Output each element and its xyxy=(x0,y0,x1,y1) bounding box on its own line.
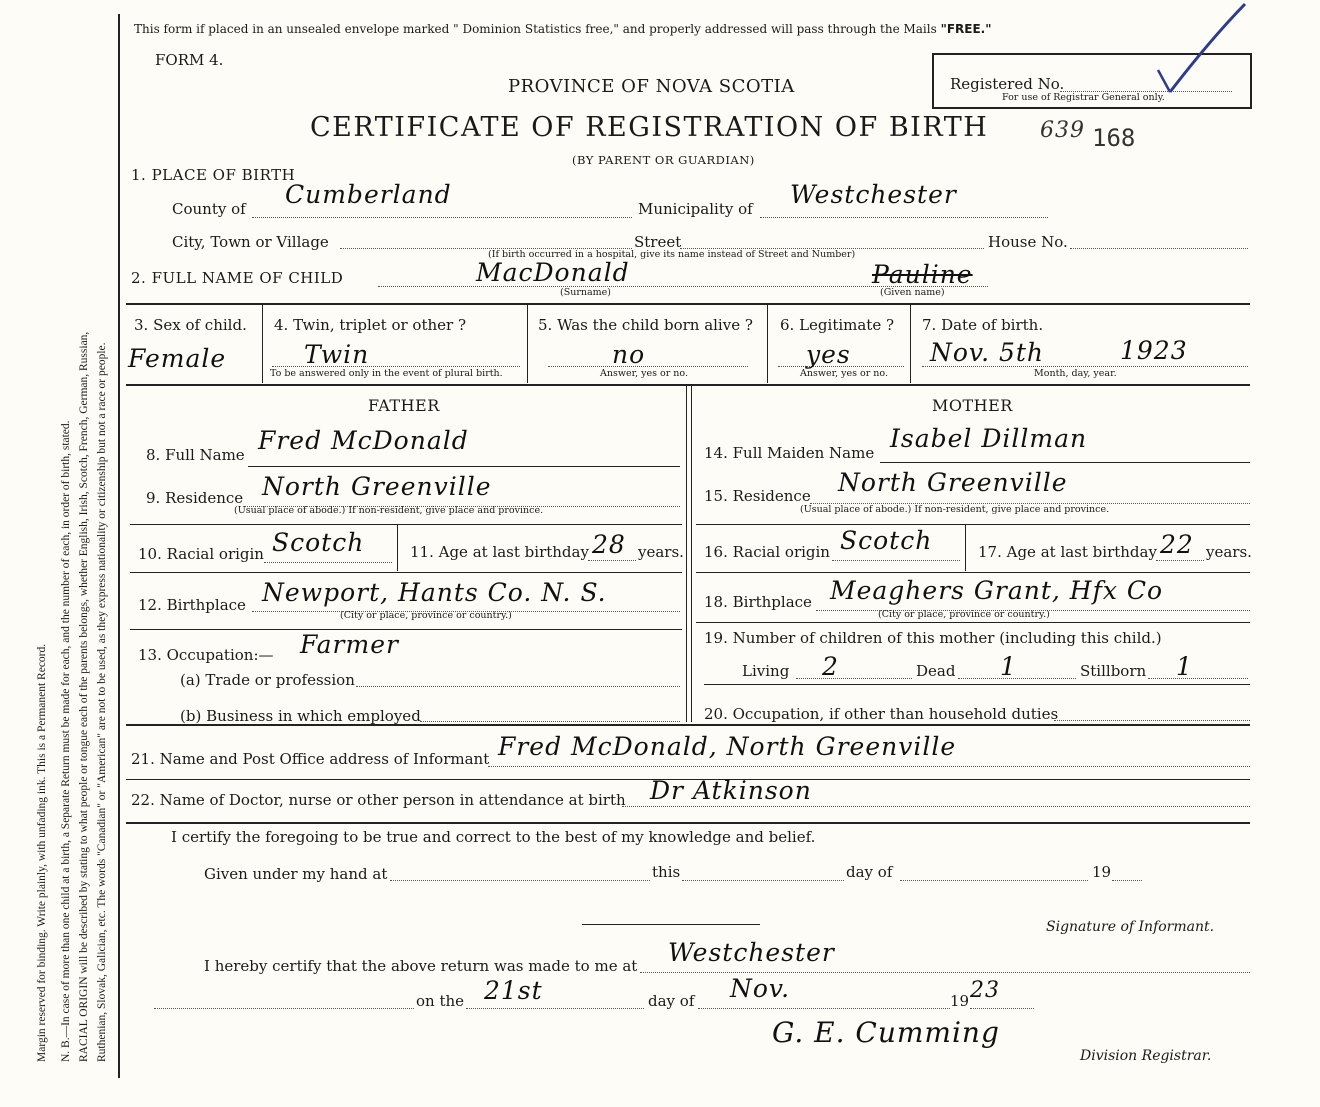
mother-heading: MOTHER xyxy=(932,396,1013,415)
date-of-birth-note: Month, day, year. xyxy=(1034,368,1117,379)
given-under-hand-label: Given under my hand at xyxy=(204,865,388,883)
stillborn-value: 1 xyxy=(1176,652,1193,681)
living-value: 2 xyxy=(822,652,839,681)
province-heading: PROVINCE OF NOVA SCOTIA xyxy=(508,76,795,97)
father-name-value: Fred McDonald xyxy=(258,426,469,455)
mother-racial-origin-label: 16. Racial origin xyxy=(704,543,830,561)
dead-value: 1 xyxy=(1000,652,1017,681)
house-number-label: House No. xyxy=(988,233,1068,251)
day-of-label-2: day of xyxy=(648,992,695,1010)
stillborn-label: Stillborn xyxy=(1080,662,1147,680)
registrar-signature: G. E. Cumming xyxy=(772,1016,1000,1049)
mother-residence-label: 15. Residence xyxy=(704,487,811,505)
mother-residence-value: North Greenville xyxy=(838,468,1068,497)
city-label: City, Town or Village xyxy=(172,233,329,251)
certify-statement: I certify the foregoing to be true and correct to the best of my knowledge and belief. xyxy=(171,828,816,846)
dead-label: Dead xyxy=(916,662,956,680)
registrar-statement: I hereby certify that the above return was made to me at xyxy=(204,957,638,975)
year-prefix-2: 19 xyxy=(950,992,970,1010)
day-of-label: day of xyxy=(846,863,893,881)
certificate-title: CERTIFICATE OF REGISTRATION OF BIRTH xyxy=(310,112,989,143)
father-birthplace-label: 12. Birthplace xyxy=(138,596,246,614)
father-occupation-label: 13. Occupation:— xyxy=(138,646,274,664)
signature-of-informant-caption: Signature of Informant. xyxy=(1046,919,1215,935)
father-racial-origin-value: Scotch xyxy=(272,528,365,557)
father-birthplace-value: Newport, Hants Co. N. S. xyxy=(262,578,607,607)
mail-note: This form if placed in an unsealed envelope marked " Dominion Statistics free," and properly addressed will pass through the Mails "FREE." xyxy=(134,22,992,36)
legitimate-value: yes xyxy=(806,340,851,369)
this-label: this xyxy=(652,863,681,881)
child-name-label: 2. FULL NAME OF CHILD xyxy=(131,269,344,287)
father-age-value: 28 xyxy=(592,530,626,559)
margin-note-multiple-births: N. B.—In case of more than one child at a birth, a Separate Return must be made for each, and the number of each, in order of birth, stated. xyxy=(60,420,72,1062)
municipality-value: Westchester xyxy=(790,180,957,209)
margin-note-binding: Margin reserved for binding. Write plainly, with unfading ink. This is a Permanent Record. xyxy=(36,643,48,1062)
twin-label: 4. Twin, triplet or other ? xyxy=(274,316,466,334)
doctor-value: Dr Atkinson xyxy=(650,776,812,805)
date-of-birth-year: 1923 xyxy=(1120,336,1188,365)
surname-caption: (Surname) xyxy=(560,287,611,298)
legitimate-label: 6. Legitimate ? xyxy=(780,316,895,334)
child-surname-value: MacDonald xyxy=(476,258,630,287)
street-label: Street xyxy=(634,233,682,251)
father-age-years: years. xyxy=(638,543,684,561)
on-the-label: on the xyxy=(416,992,465,1010)
mother-age-label: 17. Age at last birthday xyxy=(978,543,1157,561)
year-prefix: 19 xyxy=(1092,863,1112,881)
father-residence-note: (Usual place of abode.) If non-resident, give place and province. xyxy=(234,505,544,516)
child-given-name-value: Pauline xyxy=(872,260,973,289)
father-name-label: 8. Full Name xyxy=(146,446,245,464)
registrar-place-value: Westchester xyxy=(668,938,835,967)
informant-value: Fred McDonald, North Greenville xyxy=(498,732,957,761)
hospital-note: (If birth occurred in a hospital, give its name instead of Street and Number) xyxy=(488,249,856,260)
registration-month-value: Nov. xyxy=(730,974,791,1003)
registration-year-value: 23 xyxy=(970,978,1000,1003)
date-of-birth-label: 7. Date of birth. xyxy=(922,316,1044,334)
registration-day-value: 21st xyxy=(484,976,543,1005)
father-age-label: 11. Age at last birthday xyxy=(410,543,589,561)
father-racial-origin-label: 10. Racial origin xyxy=(138,545,264,563)
certificate-subtitle: (BY PARENT OR GUARDIAN) xyxy=(572,153,755,167)
registered-number-note: For use of Registrar General only. xyxy=(1002,92,1165,103)
sex-label: 3. Sex of child. xyxy=(134,316,247,334)
registered-number-label: Registered No. xyxy=(950,75,1065,93)
father-business-label: (b) Business in which employed xyxy=(180,707,421,725)
mother-birthplace-label: 18. Birthplace xyxy=(704,593,812,611)
county-label: County of xyxy=(172,200,246,218)
division-registrar-caption: Division Registrar. xyxy=(1080,1048,1212,1064)
date-of-birth-month-day: Nov. 5th xyxy=(930,338,1045,367)
county-value: Cumberland xyxy=(285,180,452,209)
living-label: Living xyxy=(742,662,790,680)
father-heading: FATHER xyxy=(368,396,440,415)
father-trade-label: (a) Trade or profession xyxy=(180,671,355,689)
mother-birthplace-value: Meaghers Grant, Hfx Co xyxy=(830,576,1164,605)
father-occupation-value: Farmer xyxy=(300,630,399,659)
twin-note: To be answered only in the event of plural birth. xyxy=(270,368,503,379)
father-residence-label: 9. Residence xyxy=(146,489,244,507)
left-border xyxy=(118,14,120,1078)
doctor-label: 22. Name of Doctor, nurse or other person in attendance at birth xyxy=(131,791,626,809)
mother-occupation-label: 20. Occupation, if other than household duties xyxy=(704,705,1059,723)
margin-note-racial-origin-2: Ruthenian, Slovak, Galician, etc. The words "Canadian" or "American" are not to be used, as they express nationality or citizenship but not a race or people. xyxy=(96,342,108,1062)
legitimate-note: Answer, yes or no. xyxy=(800,368,889,379)
margin-note-racial-origin-1: RACIAL ORIGIN will be described by stating to what people or tongue each of the parents belongs, whether English, Irish, Scotch, French, German, Russian, xyxy=(78,331,90,1062)
father-birthplace-note: (City or place, province or country.) xyxy=(340,610,512,621)
registration-number-stamped: 168 xyxy=(1092,124,1136,152)
municipality-label: Municipality of xyxy=(638,200,753,218)
mother-racial-origin-value: Scotch xyxy=(840,526,933,555)
born-alive-note: Answer, yes or no. xyxy=(600,368,689,379)
mother-age-value: 22 xyxy=(1160,530,1194,559)
mother-residence-note: (Usual place of abode.) If non-resident, give place and province. xyxy=(800,504,1110,515)
born-alive-value: no xyxy=(612,340,646,369)
informant-label: 21. Name and Post Office address of Informant xyxy=(131,750,490,768)
sex-value: Female xyxy=(128,344,227,373)
form-number: FORM 4. xyxy=(155,51,224,69)
mother-children-label: 19. Number of children of this mother (including this child.) xyxy=(704,629,1162,647)
father-residence-value: North Greenville xyxy=(262,472,492,501)
place-of-birth-heading: 1. PLACE OF BIRTH xyxy=(131,166,296,184)
mother-age-years: years. xyxy=(1206,543,1252,561)
twin-value: Twin xyxy=(304,340,370,369)
given-name-caption: (Given name) xyxy=(880,287,945,298)
born-alive-label: 5. Was the child born alive ? xyxy=(538,316,753,334)
mother-name-label: 14. Full Maiden Name xyxy=(704,444,875,462)
registration-number-handwritten: 639 xyxy=(1040,118,1085,143)
mother-birthplace-note: (City or place, province or country.) xyxy=(878,609,1050,620)
registrar-check-mark xyxy=(1140,0,1250,100)
mother-name-value: Isabel Dillman xyxy=(890,424,1088,453)
